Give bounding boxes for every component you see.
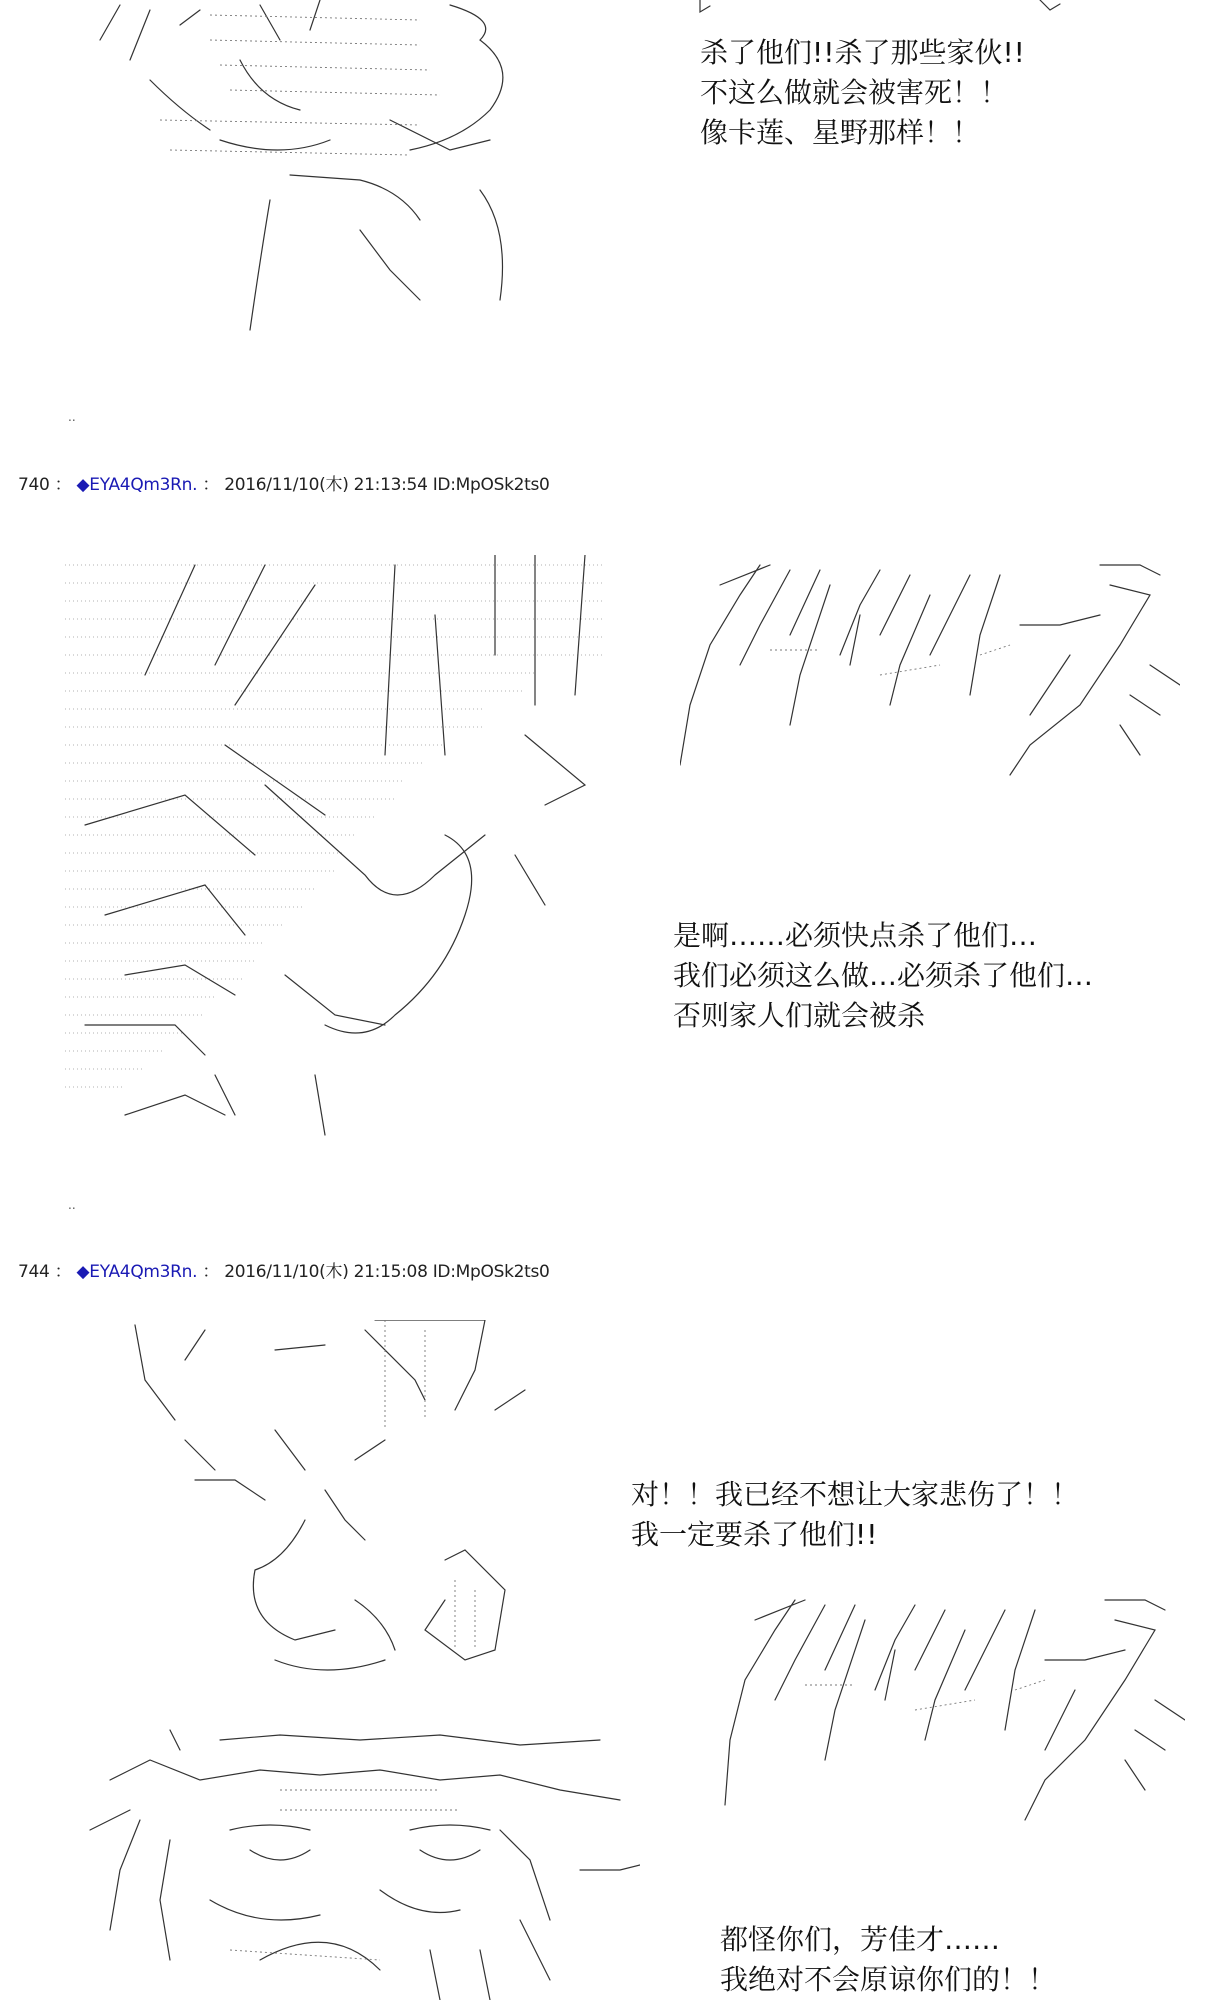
trip-diamond-icon: ◆: [76, 1262, 90, 1282]
dialogue-panel-2: [673, 916, 1093, 1036]
post-author-trip[interactable]: EYA4Qm3Rn.: [89, 475, 198, 495]
post-id: ID:MpOSk2ts0: [432, 475, 550, 495]
post-number: 744: [18, 1262, 50, 1282]
ascii-art-character-face: [80, 1720, 640, 2000]
ascii-art-sfx-top: [680, 555, 1180, 785]
post-sep: ：: [202, 1262, 220, 1282]
ascii-art-bracket-top: [690, 0, 1070, 20]
post-separator: ..: [68, 1198, 76, 1212]
post-author-trip[interactable]: EYA4Qm3Rn.: [89, 1262, 198, 1282]
post-datetime: 2016/11/10(木) 21:13:54: [224, 475, 428, 495]
dialogue-panel-3-top: [631, 1475, 1079, 1555]
ascii-art-figure-top: [60, 0, 620, 340]
dialogue-line: 都怪你们，芳佳才……: [720, 1923, 1001, 1956]
ascii-art-sfx-bottom: [715, 1590, 1185, 1830]
dialogue-panel-1: [700, 33, 1025, 153]
post-header-740: [18, 470, 550, 495]
post-sep: ：: [54, 1262, 72, 1282]
post-datetime: 2016/11/10(木) 21:15:08: [224, 1262, 428, 1282]
post-header-744: [18, 1257, 550, 1282]
post-sep: ：: [54, 475, 72, 495]
dialogue-line: 我们必须这么做…必须杀了他们…: [673, 959, 1094, 992]
post-separator: ..: [68, 410, 76, 424]
dialogue-panel-3-bottom: [720, 1920, 1056, 2000]
dialogue-line: 否则家人们就会被杀: [673, 999, 926, 1032]
dialogue-line: 像卡莲、星野那样！！: [700, 116, 981, 149]
trip-diamond-icon: ◆: [76, 475, 90, 495]
post-number: 740: [18, 475, 50, 495]
post-id: ID:MpOSk2ts0: [432, 1262, 550, 1282]
dialogue-line: 我绝对不会原谅你们的！！: [720, 1963, 1057, 1996]
ascii-art-character-upper: [125, 1320, 545, 1700]
dialogue-line: 对！！我已经不想让大家悲伤了！！: [631, 1478, 1080, 1511]
dialogue-line: 我一定要杀了他们!!: [631, 1518, 878, 1551]
dialogue-line: 不这么做就会被害死！！: [700, 76, 1009, 109]
post-sep: ：: [202, 475, 220, 495]
ascii-art-attack-scene: [65, 555, 620, 1145]
dialogue-line: 杀了他们!!杀了那些家伙!!: [700, 36, 1025, 69]
dialogue-line: 是啊……必须快点杀了他们…: [673, 919, 1038, 952]
